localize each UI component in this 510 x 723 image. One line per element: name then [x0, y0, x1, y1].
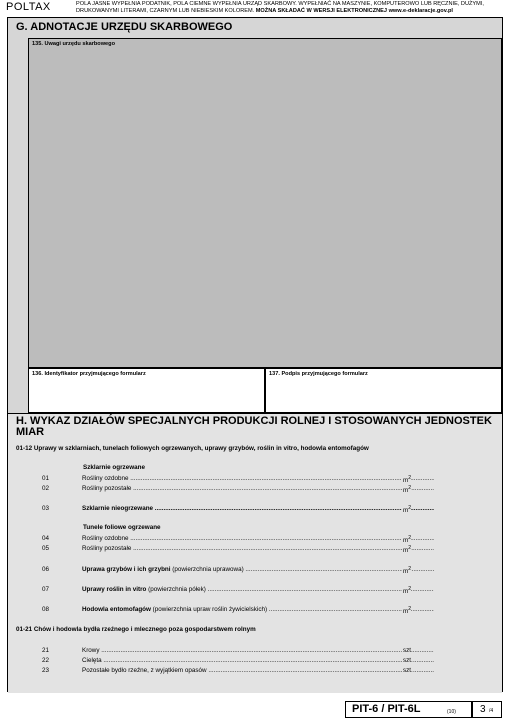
row-21 — [42, 647, 412, 657]
row-number: 06 — [42, 566, 50, 573]
row-08 — [42, 606, 412, 616]
group2-title: 01-21 Chów i hodowla bydła rzeźnego i mlecznego poza gospodarstwem rolnym — [16, 626, 256, 633]
row-unit: $m^2$ — [403, 485, 412, 495]
form-id: PIT-6 / PIT-6L — [352, 703, 421, 715]
row-label: Hodowla entomofagów (powierzchnia upraw roślin żywicielskich) ..... — [82, 606, 434, 613]
row-unit: szt. — [403, 657, 413, 664]
row-number: 22 — [42, 657, 50, 664]
form-frame — [7, 17, 503, 692]
page-footer — [0, 696, 510, 723]
row-unit: $m^2$ — [403, 566, 412, 576]
row-unit: szt. — [403, 667, 413, 674]
group1-title: 01-12 Uprawy w szklarniach, tunelach foliowych ogrzewanych, uprawy grzybów, roślin in vitro, hodowla entomofagów — [16, 445, 369, 452]
receiver-signature-field[interactable] — [265, 368, 502, 413]
row-04 — [42, 535, 412, 545]
row-label: Uprawa grzybów i ich grzybni (powierzchnia uprawowa) ..... — [82, 566, 434, 573]
form-id-box — [345, 701, 472, 718]
row-label: Rośliny ozdobne ..... — [82, 535, 434, 542]
page-header — [0, 0, 510, 16]
row-unit: szt. — [403, 647, 413, 654]
instructions-note — [76, 1, 506, 15]
row-label: Rośliny pozostałe ..... — [82, 545, 434, 552]
row-05 — [42, 545, 412, 555]
row-unit: $m^2$ — [403, 535, 412, 545]
remarks-label: 135. Uwagi urzędu skarbowego — [32, 41, 115, 47]
row-number: 03 — [42, 505, 50, 512]
receiver-signature-label: 137. Podpis przyjmującego formularz — [269, 371, 368, 377]
row-label: Szklarnie nieogrzewane ..... — [82, 505, 434, 512]
row-number: 07 — [42, 586, 50, 593]
page-total: /4 — [489, 708, 494, 714]
row-02 — [42, 485, 412, 495]
page-number-box — [472, 701, 502, 718]
row-unit: $m^2$ — [403, 586, 412, 596]
section-h — [8, 413, 502, 693]
row-unit: $m^2$ — [403, 606, 412, 616]
row-label: Rośliny pozostałe ..... — [82, 485, 434, 492]
sub-heated-tunnels: Tunele foliowe ogrzewane — [83, 524, 161, 531]
row-label: Rośliny ozdobne ..... — [82, 475, 434, 482]
section-g — [8, 18, 502, 413]
row-06 — [42, 566, 412, 576]
note-site: www.e-deklaracje.gov.pl — [388, 8, 453, 14]
row-label: Krowy ..... — [82, 647, 434, 654]
page-number: 3 — [480, 704, 486, 715]
note-line2: DRUKOWANYMI LITERAMI, CZARNYM LUB NIEBIESKIM KOLOREM. — [76, 8, 255, 14]
row-unit: $m^2$ — [403, 475, 412, 485]
section-h-title: H. WYKAZ DZIAŁÓW SPECJALNYCH PRODUKCJI ROLNEJ I STOSOWANYCH JEDNOSTEK MIAR — [16, 415, 492, 438]
section-g-title: G. ADNOTACJE URZĘDU SKARBOWEGO — [16, 21, 233, 33]
row-01 — [42, 475, 412, 485]
row-label: Pozostałe bydło rzeźne, z wyjątkiem opasów ..... — [82, 667, 434, 674]
row-23 — [42, 667, 412, 677]
row-number: 05 — [42, 545, 50, 552]
row-number: 08 — [42, 606, 50, 613]
sub-heated-greenhouses: Szklarnie ogrzewane — [83, 464, 145, 471]
remarks-field[interactable] — [28, 38, 502, 368]
row-unit: $m^2$ — [403, 505, 412, 515]
row-number: 23 — [42, 667, 50, 674]
brand-logo-text: POLTAX — [6, 1, 51, 13]
receiver-id-label: 136. Identyfikator przyjmującego formularz — [32, 371, 146, 377]
row-label: Uprawy roślin in vitro (powierzchnia półek) ..... — [82, 586, 434, 593]
row-number: 21 — [42, 647, 50, 654]
row-number: 01 — [42, 475, 50, 482]
row-07 — [42, 586, 412, 596]
note-line1: POLA JASNE WYPEŁNIA PODATNIK, POLA CIEMNE WYPEŁNIA URZĄD SKARBOWY. WYPEŁNIAĆ NA MASZYNIE, KOMPUTEROWO LUB RĘCZNIE, DUŻYMI, — [76, 1, 484, 7]
row-number: 04 — [42, 535, 50, 542]
row-label: Cielęta ..... — [82, 657, 434, 664]
row-number: 02 — [42, 485, 50, 492]
row-unit: $m^2$ — [403, 545, 412, 555]
receiver-id-field[interactable] — [28, 368, 265, 413]
row-03 — [42, 505, 412, 515]
row-22 — [42, 657, 412, 667]
form-version: (10) — [447, 709, 456, 715]
note-line2-bold: MOŻNA SKŁADAĆ W WERSJI ELEKTRONICZNEJ — [255, 8, 388, 14]
